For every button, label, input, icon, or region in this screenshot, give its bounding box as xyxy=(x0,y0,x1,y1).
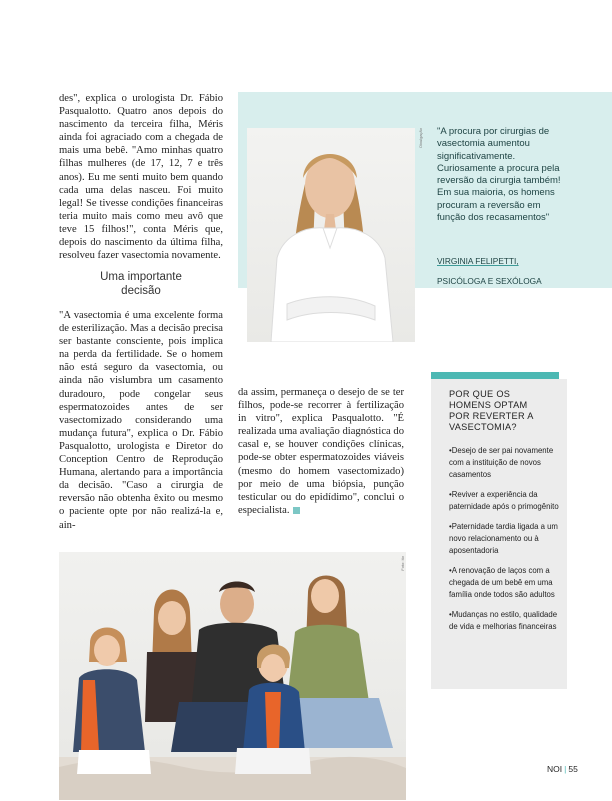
magazine-name: NOI xyxy=(547,764,563,774)
portrait-photo xyxy=(247,128,415,342)
article-paragraph xyxy=(238,386,404,517)
folio-separator: | xyxy=(564,764,567,774)
end-of-article-mark xyxy=(293,507,300,514)
quote-author-role: PSICÓLOGA E SEXÓLOGA xyxy=(437,276,542,286)
article-paragraph-text: da assim, permaneça o desejo de se ter filhos, pode-se recorrer à fertilização in vitro", explica Pasqualotto. "É realizada uma avaliação diagnóstica do casal e, se houver condições clínicas, pode-se obter espermatozoides viáveis (mesmo do homem vasectomizado) por meio de uma biópsia, punção testicular ou do epidídimo", conclui o especialista. xyxy=(238,387,404,516)
sidebar-list-item: •A renovação de laços com a chegada de um bebê em uma família onde todos são adultos xyxy=(449,566,555,599)
article-column-1-bottom xyxy=(59,309,223,532)
article-subheading: Uma importante decisão xyxy=(100,271,182,297)
family-group-illustration xyxy=(59,552,406,800)
sidebar-accent-bar xyxy=(431,372,559,379)
sidebar-list-item: •Desejo de ser pai novamente com a instituição de novos casamentos xyxy=(449,446,554,479)
pull-quote-text: "A procura por cirurgias de vasectomia aumentou significativamente. Curiosamente a procura pela reversão da cirurgia também! Em sua maioria, os homens procuram a reversão em função dos recasamentos" xyxy=(437,126,561,224)
pull-quote-attribution xyxy=(437,246,597,296)
family-photo-credit: Foto: Ito xyxy=(400,556,405,571)
article-paragraph: des", explica o urologista Dr. Fábio Pasqualotto. Quatro anos depois do nascimento da terceira filha, Méris ainda foi agraciado com a chegada de mais uma bebê. "Amo minhas quatro filhas mulheres (de 17, 12, 7 e três anos). Eu me senti muito bem quando cada uma delas nasceu. Foi muito legal! Se tivesse condições financeiras teria muito mais como meu avô que teve 15 filhos!", conta Méris que, depois do nascimento da última filha, resolveu fazer vasectomia novamente. xyxy=(59,93,223,262)
family-photo xyxy=(59,552,406,800)
page-number: 55 xyxy=(568,764,578,774)
sidebar-list-item: •Mudanças no estilo, qualidade de vida e melhorias financeiras xyxy=(449,610,558,631)
page-folio xyxy=(547,764,578,774)
portrait-photo-credit: Divulgação xyxy=(418,128,423,148)
article-paragraph: "A vasectomia é uma excelente forma de esterilização. Mas a decisão precisa ser bastante consciente, pois implica na perda da fertilidade. Se o homem não está seguro da vasectomia, ou ainda não vislumbra um casamento duradouro, pode congelar seus espermatozoides antes de ser vasectomizado considerando uma mudança futura", explica o Dr. Fábio Pasqualotto, urologista e Diretor do Conception Centro de Reprodução Humana, alertando para a importância da decisão. "Caso a cirurgia de reversão não obtenha êxito ou mesmo o paciente opte por não realizá-la e, ain- xyxy=(59,310,223,531)
woman-portrait-illustration xyxy=(247,128,415,342)
sidebar-list-item: •Paternidade tardia ligada a um novo relacionamento ou à aposentadoria xyxy=(449,522,558,555)
quote-author-name: VIRGINIA FELIPETTI, xyxy=(437,256,519,266)
sidebar-list-item: •Reviver a experiência da paternidade após o primogênito xyxy=(449,490,559,511)
sidebar-reasons-list xyxy=(449,445,559,641)
article-column-1-top xyxy=(59,92,223,262)
article-column-2 xyxy=(238,386,404,517)
sidebar-title: POR QUE OS HOMENS OPTAM POR REVERTER A VASECTOMIA? xyxy=(449,389,534,432)
